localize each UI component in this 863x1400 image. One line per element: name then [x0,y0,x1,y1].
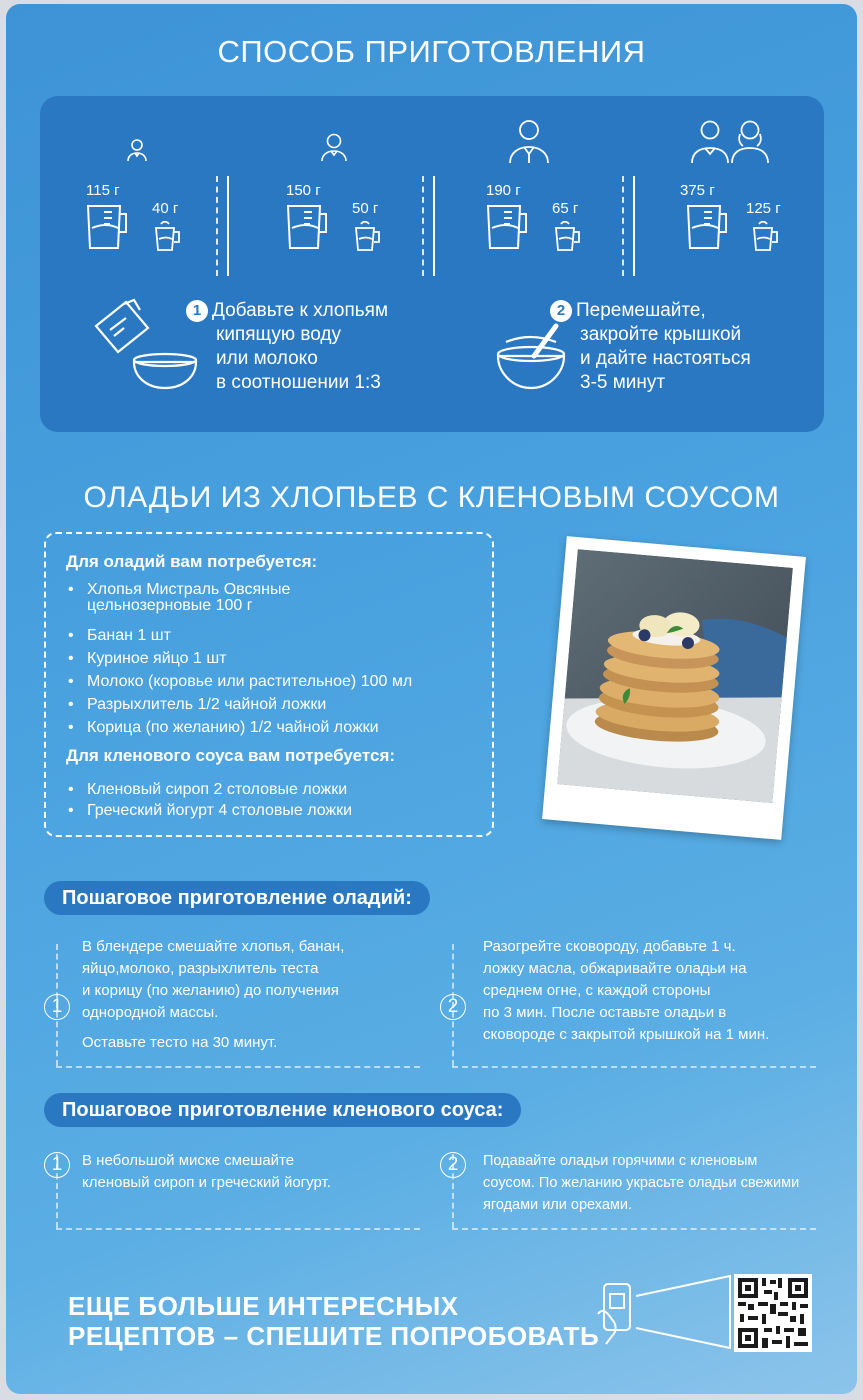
sauce-step-2: Подавайте оладьи горячими с кленовым соусом. По желанию украсьте оладьи свежими ягодами или орехами. [483,1153,800,1213]
portion-column-2 [280,96,400,276]
flakes-weight: 375 г [680,182,715,199]
separator [422,176,434,276]
list-item: • Корица (по желанию) 1/2 чайной ложки [66,718,486,737]
small-jug-icon [152,220,184,252]
list-item: • Банан 1 шт [66,626,486,645]
portion-column-1 [80,96,200,276]
small-jug-icon [750,220,782,252]
step-number: 1 [44,994,70,1020]
dashed-guide [56,1228,420,1230]
flakes-weight: 115 г [86,182,120,199]
recipe-panel [6,4,857,1394]
liquid-weight: 40 г [152,200,179,217]
pancake-step-1: В блендере смешайте хлопья, банан, яйцо,молоко, разрыхлитель теста и корицу (по желанию) до получения однородной массы. Оставьте тесто на 30 минут. [82,938,345,1051]
pancakes-photo [542,536,806,840]
small-jug-icon [352,220,384,252]
dashed-guide [56,1066,420,1068]
separator [216,176,228,276]
pancake-ingredients-heading: Для оладий вам потребуется: [66,552,318,571]
method-box [40,96,824,432]
sauce-step-1: В небольшой миске смешайте кленовый сироп и греческий йогурт. [82,1152,331,1191]
recipe-title: ОЛАДЬИ ИЗ ХЛОПЬЕВ С КЛЕНОВЫМ СОУСОМ [83,481,780,514]
dashed-guide [452,1066,816,1068]
step-number: 2 [440,1152,466,1178]
small-jug-icon [552,220,584,252]
measuring-jug-icon [684,202,732,252]
child-icon [126,138,148,162]
portion-column-4 [680,96,820,276]
measuring-jug-icon [84,202,132,252]
teen-icon [320,132,348,162]
portion-column-3 [480,96,600,276]
list-item: • Хлопья Мистраль Овсяные цельнозерновые 100 г [66,582,486,614]
step-number: 1 [186,300,208,322]
liquid-weight: 125 г [746,200,781,217]
sauce-ingredients-list [66,780,486,820]
liquid-weight: 65 г [552,200,579,217]
step-number: 2 [550,300,572,322]
step-number: 2 [440,994,466,1020]
step-1-text: 1 Добавьте к хлопьям кипящую воду или молоко в соотношении 1:3 [186,299,388,395]
flakes-weight: 150 г [286,182,321,199]
qr-code[interactable] [734,1274,812,1352]
pancake-ingredients-list [66,582,486,737]
method-title: СПОСОБ ПРИГОТОВЛЕНИЯ [217,34,646,69]
list-item: • Кленовый сироп 2 столовые ложки [66,780,486,799]
list-item: • Молоко (коровье или растительное) 100 мл [66,672,486,691]
step-2-text: 2 Перемешайте, закройте крышкой и дайте настояться 3-5 минут [550,299,751,395]
step-number: 1 [44,1152,70,1178]
adult-icon [508,118,550,164]
list-item: • Греческий йогурт 4 столовые ложки [66,801,486,820]
pancakes-image [557,549,793,803]
sauce-ingredients-heading: Для кленового соуса вам потребуется: [66,746,396,765]
measuring-jug-icon [484,202,532,252]
pancake-step-2: Разогрейте сковороду, добавьте 1 ч. ложку масла, обжаривайте оладьи на среднем огне, с каждой стороны по 3 мин. После оставьте оладьи в сковороде с закрытой крышкой на 1 мин. [483,938,770,1043]
list-item: • Куриное яйцо 1 шт [66,649,486,668]
two-adults-icon [690,118,772,164]
sauce-steps-title: Пошаговое приготовление кленового соуса: [44,1093,521,1127]
dashed-guide [452,1228,816,1230]
list-item: • Разрыхлитель 1/2 чайной ложки [66,695,486,714]
pancake-steps-title: Пошаговое приготовление оладий: [44,881,430,915]
pour-into-bowl-icon [90,296,200,392]
liquid-weight: 50 г [352,200,379,217]
measuring-jug-icon [284,202,332,252]
footer-text: ЕЩЕ БОЛЬШЕ ИНТЕРЕСНЫХ РЕЦЕПТОВ – СПЕШИТЕ ПОПРОБОВАТЬ [68,1291,600,1351]
separator [622,176,634,276]
ingredients-box [44,532,494,837]
flakes-weight: 190 г [486,182,521,199]
